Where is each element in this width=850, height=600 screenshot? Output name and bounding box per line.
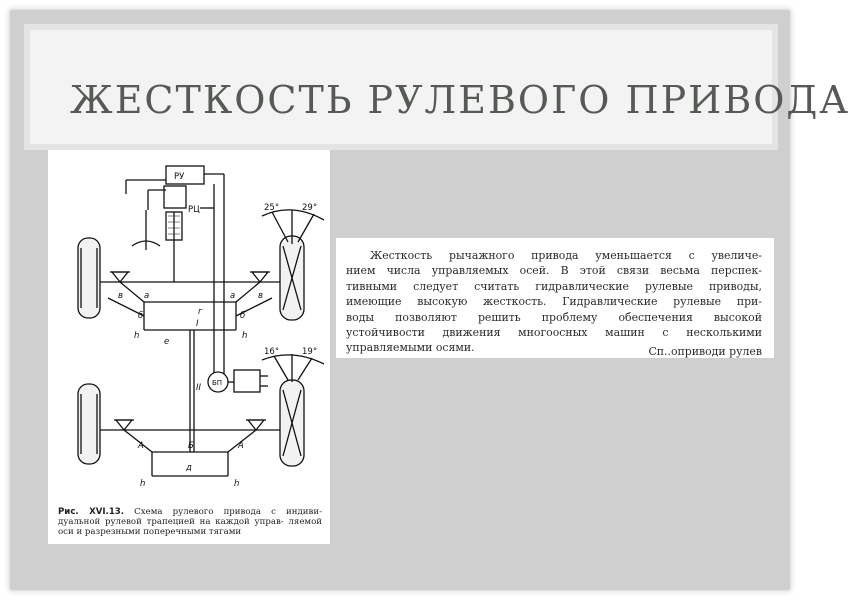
front-right-wheel: [280, 236, 304, 320]
label-rc: РЦ: [188, 205, 200, 215]
label-h-left: h: [134, 331, 140, 341]
text-line: воды позволяют решить проблему обеспечения высокой: [346, 310, 762, 324]
front-left-wheel: [78, 238, 100, 318]
label-b-left: б: [138, 311, 144, 321]
figure-caption-text: Схема рулевого привода с индиви- дуальной рулевой трапецией на каждой управ- ляемой оси и разрезными поперечными тягами: [58, 507, 322, 537]
label-A-right: А: [238, 441, 244, 451]
angle-top-right: 29°: [302, 203, 318, 213]
label-a-left: а: [144, 291, 150, 301]
rear-right-wheel: [280, 380, 304, 466]
text-cut-line-content: Сп..оприводи рулев: [648, 345, 762, 358]
angle-bottom-right: 19°: [302, 347, 318, 357]
text-line: нием числа управляемых осей. В этой связи весьма перспек-: [346, 264, 762, 278]
slide-title: ЖЕСТКОСТЬ РУЛЕВОГО ПРИВОДА: [70, 78, 850, 122]
text-line: устойчивости движения многоосных машин с несколькими: [346, 326, 762, 340]
text-excerpt: [336, 238, 774, 358]
label-b-right: б: [240, 311, 246, 321]
steering-diagram-figure: [48, 150, 330, 544]
text-line: управляемыми осями.: [346, 341, 475, 355]
figure-caption-label: Рис. XVI.13.: [58, 507, 125, 517]
label-h-bottom-right: h: [234, 479, 240, 489]
label-g-top: г: [198, 307, 203, 317]
label-roman-two: II: [196, 383, 202, 393]
text-line: имеющие высокую жесткость. Гидравлические рулевые при-: [346, 295, 762, 309]
text-line: Жесткость рычажного привода уменьшается с увеличе-: [370, 249, 762, 262]
label-B-mid: Б: [188, 441, 194, 451]
steering-diagram: [48, 150, 330, 544]
title-band: [24, 24, 850, 150]
label-v-right: в: [258, 291, 264, 301]
angle-bottom-left: 16°: [264, 347, 280, 357]
label-ru: РУ: [174, 172, 185, 182]
label-a-right: а: [230, 291, 236, 301]
label-v-left: в: [118, 291, 124, 301]
figure-caption: [58, 507, 322, 537]
rear-left-wheel: [78, 384, 100, 464]
label-A-left: А: [138, 441, 144, 451]
text-excerpt-lines: [346, 248, 762, 356]
label-roman-one: I: [196, 319, 199, 329]
text-line: тивными следует считать гидравлические рулевые приводы,: [346, 279, 762, 293]
label-h-bottom-left: h: [140, 479, 146, 489]
label-g-bottom: д: [186, 463, 192, 473]
label-bp: БП: [212, 379, 223, 387]
angle-top-left: 25°: [264, 203, 280, 213]
label-e: е: [164, 337, 170, 347]
label-h-right: h: [242, 331, 248, 341]
